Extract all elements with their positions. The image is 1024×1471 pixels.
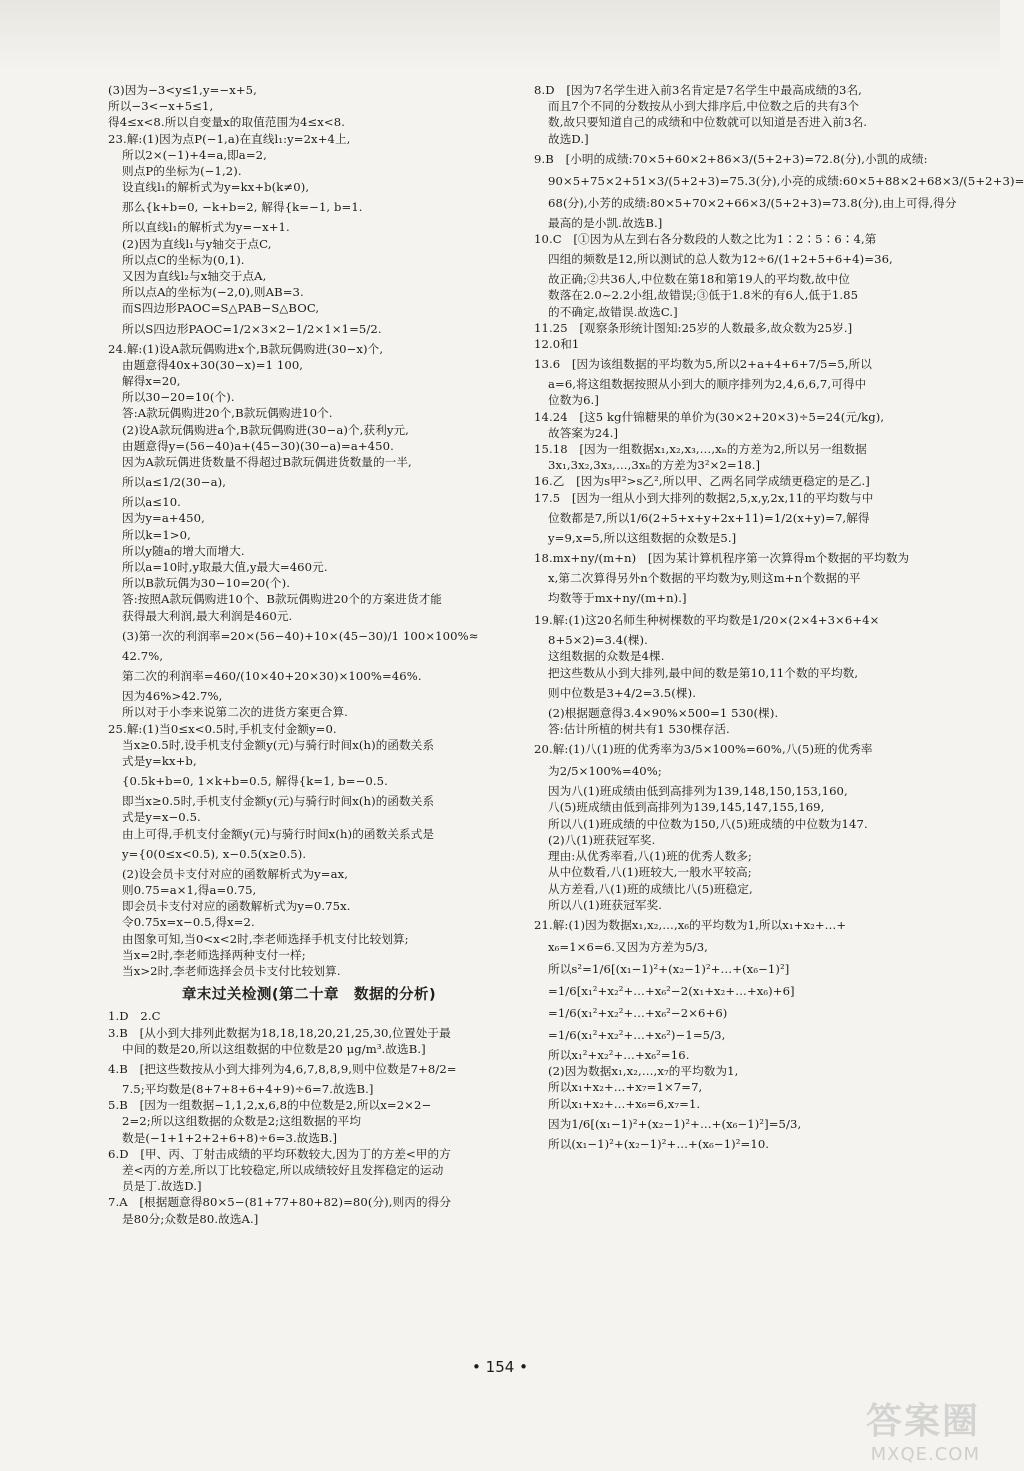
text-line: 令0.75x=x−0.5,得x=2. — [122, 915, 255, 930]
text-line: 16.乙 [因为s甲²>s乙²,所以甲、乙两名同学成绩更稳定的是乙.] — [534, 474, 870, 489]
text-line: 68(分),小芳的成绩:80×5+70×2+66×3/(5+2+3)=73.8(分),由上可得,得分 — [548, 195, 957, 210]
left-answers — [108, 82, 510, 979]
text-line: 因为y=a+450, — [122, 511, 205, 526]
text-line: 答:按照A款玩偶购进10个、B款玩偶购进20个的方案进货才能 — [122, 592, 442, 607]
page-number-dot-left: • — [472, 1358, 481, 1376]
text-line: 又因为直线l₂与x轴交于点A, — [122, 269, 267, 284]
text-line: 6.D [甲、丙、丁射击成绩的平均环数较大,因为丁的方差<甲的方 — [108, 1146, 451, 1161]
text-line: 数,故只要知道自己的成绩和中位数就可以知道是否进入前3名. — [548, 115, 868, 130]
text-line: 所以30−20=10(个). — [122, 390, 235, 405]
text-line: 故正确;②共36人,中位数在第18和第19人的平均数,故中位 — [548, 272, 851, 287]
text-line: 故答案为24.] — [548, 425, 619, 440]
text-line: 所以a≤1/2(30−a), — [122, 475, 226, 490]
text-line: 第二次的利润率=460/(10×40+20×30)×100%=46%. — [122, 669, 422, 684]
text-line: 则中位数是3+4/2=3.5(棵). — [548, 685, 696, 700]
text-line: 所以S四边形PAOC=1/2×3×2−1/2×1×1=5/2. — [122, 321, 382, 336]
text-line: (2)设A款玩偶购进a个,B款玩偶购进(30−a)个,获利y元, — [122, 422, 409, 437]
text-line: 19.解:(1)这20名师生种树棵数的平均数是1/20×(2×4+3×6+4× — [534, 613, 880, 628]
text-line: y=9,x=5,所以这组数据的众数是5.] — [548, 530, 737, 545]
text-line: 7.5;平均数是(8+7+8+6+4+9)÷6=7.故选B.] — [122, 1081, 374, 1096]
text-line: 这组数据的众数是4棵. — [548, 649, 665, 664]
text-line: 式是y=kx+b, — [122, 753, 197, 768]
text-line: 所以B款玩偶为30−10=20(个). — [122, 576, 290, 591]
text-line: 所以s²=1/6[(x₁−1)²+(x₂−1)²+…+(x₆−1)²] — [548, 961, 790, 976]
text-line: 所以直线l₁的解析式为y=−x+1. — [122, 220, 290, 235]
text-line: 当x=2时,李老师选择两种支付一样; — [122, 947, 306, 962]
text-line: 位数为6.] — [548, 393, 599, 408]
text-line: 是80分;众数是80.故选A.] — [122, 1211, 259, 1226]
text-line: 2=2;所以这组数据的众数是2;这组数据的平均 — [122, 1114, 362, 1129]
text-line: 所以y随a的增大而增大. — [122, 543, 245, 558]
page-number-dot-right: • — [519, 1358, 528, 1376]
text-line: 17.5 [因为一组从小到大排列的数据2,5,x,y,2x,11的平均数与中 — [534, 490, 874, 505]
text-line: 12.0和1 — [534, 337, 580, 352]
page-number — [0, 1358, 1000, 1376]
text-line: 获得最大利润,最大利润是460元. — [122, 608, 293, 623]
text-line: 得4≤x<8.所以自变量x的取值范围为4≤x<8. — [108, 115, 345, 130]
text-line: 理由:从优秀率看,八(1)班的优秀人数多; — [548, 849, 752, 864]
text-line: 由图象可知,当0<x<2时,李老师选择手机支付比较划算; — [122, 931, 409, 946]
text-line: 由题意得40x+30(30−x)=1 100, — [122, 357, 304, 372]
text-line: 24.解:(1)设A款玩偶购进x个,B款玩偶购进(30−x)个, — [108, 341, 384, 356]
text-line: 所以x₁+x₂+…+x₇=1×7=7, — [548, 1080, 703, 1095]
text-line: 所以八(1)班获冠军奖. — [548, 897, 663, 912]
text-line: 42.7%, — [122, 648, 164, 663]
text-line: 15.18 [因为一组数据x₁,x₂,x₃,…,xₙ的方差为2,所以另一组数据 — [534, 442, 867, 457]
text-line: (3)第一次的利润率=20×(56−40)+10×(45−30)/1 100×100%≈ — [122, 628, 479, 643]
text-line: 当x>2时,李老师选择会员卡支付比较划算. — [122, 963, 341, 978]
text-line: 而且7个不同的分数按从小到大排序后,中位数之后的共有3个 — [548, 99, 860, 114]
text-line: 所以a=10时,y取最大值,y最大=460元. — [122, 560, 328, 575]
text-line: y={0(0≤x<0.5), x−0.5(x≥0.5). — [122, 846, 307, 861]
text-line: 所以k=1>0, — [122, 527, 191, 542]
text-line: 23.解:(1)因为点P(−1,a)在直线l₁:y=2x+4上, — [108, 131, 351, 146]
text-line: 中间的数是20,所以这组数据的中位数是20 μg/m³.故选B.] — [122, 1041, 426, 1056]
text-line: 员是丁.故选D.] — [122, 1179, 202, 1194]
text-line: 数落在2.0~2.2小组,故错误;③低于1.8米的有6人,低于1.85 — [548, 288, 859, 303]
text-line: 所以x₁²+x₂²+…+x₆²=16. — [548, 1047, 690, 1062]
text-line: 因为46%>42.7%, — [122, 689, 223, 704]
text-line: =1/6(x₁²+x₂²+…+x₆²−2×6+6) — [548, 1005, 728, 1020]
text-line: 所以八(1)班成绩的中位数为150,八(5)班成绩的中位数为147. — [548, 816, 868, 831]
text-line: 解得x=20, — [122, 374, 181, 389]
text-line: 由上可得,手机支付金额y(元)与骑行时间x(h)的函数关系式是 — [122, 826, 435, 841]
text-line: 7.A [根据题意得80×5−(81+77+80+82)=80(分),则丙的得分 — [108, 1195, 452, 1210]
watermark-url: MXQE.COM — [870, 1444, 980, 1465]
text-line: 所以对于小李来说第二次的进货方案更合算. — [122, 705, 348, 720]
text-line: 因为1/6[(x₁−1)²+(x₂−1)²+…+(x₆−1)²]=5/3, — [548, 1116, 802, 1131]
text-line: 从方差看,八(1)班的成绩比八(5)班稳定, — [548, 881, 753, 896]
text-line: 所以x₁+x₂+…+x₆=6,x₇=1. — [548, 1096, 701, 1111]
text-line: 所以点C的坐标为(0,1). — [122, 252, 245, 267]
text-line: 20.解:(1)八(1)班的优秀率为3/5×100%=60%,八(5)班的优秀率 — [534, 742, 873, 757]
page-top-shade — [0, 0, 1000, 70]
text-line: 10.C [①因为从左到右各分数段的人数之比为1∶2∶5∶6∶4,第 — [534, 232, 877, 247]
text-line: 所以2×(−1)+4=a,即a=2, — [122, 147, 267, 162]
text-line: (2)设会员卡支付对应的函数解析式为y=ax, — [122, 866, 349, 881]
text-line: 故选D.] — [548, 131, 589, 146]
text-line: 当x≥0.5时,设手机支付金额y(元)与骑行时间x(h)的函数关系 — [122, 737, 435, 752]
text-line: 18.mx+ny/(m+n) [因为某计算机程序第一次算得m个数据的平均数为 — [534, 551, 910, 566]
left-column — [108, 82, 510, 1227]
text-line: (2)根据题意得3.4×90%×500=1 530(棵). — [548, 705, 779, 720]
text-line: 则0.75=a×1,得a=0.75, — [122, 882, 257, 897]
text-line: 位数都是7,所以1/6(2+5+x+y+2x+11)=1/2(x+y)=7,解得 — [548, 510, 870, 525]
text-line: 14.24 [这5 kg什锦糖果的单价为(30×2+20×3)÷5=24(元/kg), — [534, 409, 885, 424]
text-line: 所以−3<−x+5≤1, — [108, 99, 214, 114]
text-line: 25.解:(1)当0≤x<0.5时,手机支付金额y=0. — [108, 721, 337, 736]
text-line: 1.D 2.C — [108, 1009, 161, 1024]
text-line: 数是(−1+1+2+2+6+8)÷6=3.故选B.] — [122, 1130, 338, 1145]
text-line: (2)因为直线l₁与y轴交于点C, — [122, 236, 272, 251]
text-line: 即会员卡支付对应的函数解析式为y=0.75x. — [122, 899, 351, 914]
page-number-value: 154 — [485, 1358, 515, 1376]
text-line: 由题意得y=(56−40)a+(45−30)(30−a)=a+450. — [122, 438, 394, 453]
text-line: 答:估计所植的树共有1 530棵存活. — [548, 722, 730, 737]
text-line: 13.6 [因为该组数据的平均数为5,所以2+a+4+6+7/5=5,所以 — [534, 357, 872, 372]
chapter-test-answers — [108, 1008, 510, 1226]
site-watermark — [780, 1393, 980, 1463]
text-line: 从中位数看,八(1)班较大,一般水平较高; — [548, 865, 752, 880]
text-line: a=6,将这组数据按照从小到大的顺序排列为2,4,6,6,7,可得中 — [548, 377, 867, 392]
text-line: 所以a≤10. — [122, 495, 181, 510]
section-heading: 章末过关检测(第二十章 数据的分析) — [181, 987, 437, 1004]
text-line: 答:A款玩偶购进20个,B款玩偶购进10个. — [122, 406, 333, 421]
text-line: (3)因为−3<y≤1,y=−x+5, — [108, 83, 257, 97]
text-line: 即当x≥0.5时,手机支付金额y(元)与骑行时间x(h)的函数关系 — [122, 794, 435, 809]
right-column — [534, 82, 1024, 1152]
text-line: 的不确定,故错误.故选C.] — [548, 304, 678, 319]
text-line: 5.B [因为一组数据−1,1,2,x,6,8的中位数是2,所以x=2×2− — [108, 1098, 432, 1113]
text-line: 8.D [因为7名学生进入前3名肯定是7名学生中最高成绩的3名, — [534, 83, 862, 97]
text-line: 式是y=x−0.5. — [122, 810, 201, 825]
text-line: 8+5×2)=3.4(棵). — [548, 633, 648, 648]
text-line: 因为八(1)班成绩由低到高排列为139,148,150,153,160, — [548, 784, 848, 799]
text-line: 因为A款玩偶进货数量不得超过B款玩偶进货数量的一半, — [122, 455, 412, 470]
text-line: 设直线l₁的解析式为y=kx+b(k≠0), — [122, 180, 310, 195]
text-line: 四组的频数是12,所以测试的总人数为12÷6/(1+2+5+6+4)=36, — [548, 252, 893, 267]
text-line: 21.解:(1)因为数据x₁,x₂,…,x₆的平均数为1,所以x₁+x₂+…+ — [534, 917, 847, 932]
text-line: 4.B [把这些数按从小到大排列为4,6,7,8,8,9,则中位数是7+8/2= — [108, 1061, 457, 1076]
text-line: 最高的是小凯.故选B.] — [548, 215, 663, 230]
text-line: 9.B [小明的成绩:70×5+60×2+86×3/(5+2+3)=72.8(分),小凯的成绩: — [534, 151, 928, 166]
text-line: 则点P的坐标为(−1,2). — [122, 164, 242, 179]
text-line: 差<丙的方差,所以丁比较稳定,所以成绩较好且发挥稳定的运动 — [122, 1162, 444, 1177]
text-line: 所以点A的坐标为(−2,0),则AB=3. — [122, 285, 304, 300]
text-line: =1/6(x₁²+x₂²+…+x₆²)−1=5/3, — [548, 1027, 726, 1042]
text-line: 3.B [从小到大排列此数据为18,18,18,20,21,25,30,位置处于最 — [108, 1025, 451, 1040]
watermark-logo-text: 答案圈 — [865, 1401, 980, 1442]
text-line: =1/6[x₁²+x₂²+…+x₆²−2(x₁+x₂+…+x₆)+6] — [548, 983, 795, 998]
text-line: 11.25 [观察条形统计图知:25岁的人数最多,故众数为25岁.] — [534, 320, 853, 335]
text-line: 所以(x₁−1)²+(x₂−1)²+…+(x₆−1)²=10. — [548, 1136, 770, 1151]
text-line: 八(5)班成绩由低到高排列为139,145,147,155,169, — [548, 800, 825, 815]
text-line: {0.5k+b=0, 1×k+b=0.5, 解得{k=1, b=−0.5. — [122, 774, 388, 789]
text-line: 3x₁,3x₂,3x₃,…,3xₙ的方差为3²×2=18.] — [548, 458, 761, 473]
text-line: 那么{k+b=0, −k+b=2, 解得{k=−1, b=1. — [122, 200, 363, 215]
text-line: 90×5+75×2+51×3/(5+2+3)=75.3(分),小亮的成绩:60×5+88×2+68×3/(5+2+3)= — [548, 173, 1024, 188]
text-line: x,第二次算得另外n个数据的平均数为y,则这m+n个数据的平 — [548, 571, 861, 586]
text-line: 均数等于mx+ny/(m+n).] — [548, 591, 687, 606]
text-line: x₆=1×6=6.又因为方差为5/3, — [548, 939, 708, 954]
text-line: (2)八(1)班获冠军奖. — [548, 832, 656, 847]
text-line: 而S四边形PAOC=S△PAB−S△BOC, — [122, 301, 320, 316]
text-line: 为2/5×100%=40%; — [548, 764, 662, 779]
text-line: (2)因为数据x₁,x₂,…,x₇的平均数为1, — [548, 1064, 739, 1079]
text-line: 把这些数从小到大排列,最中间的数是第10,11个数的平均数, — [548, 665, 859, 680]
